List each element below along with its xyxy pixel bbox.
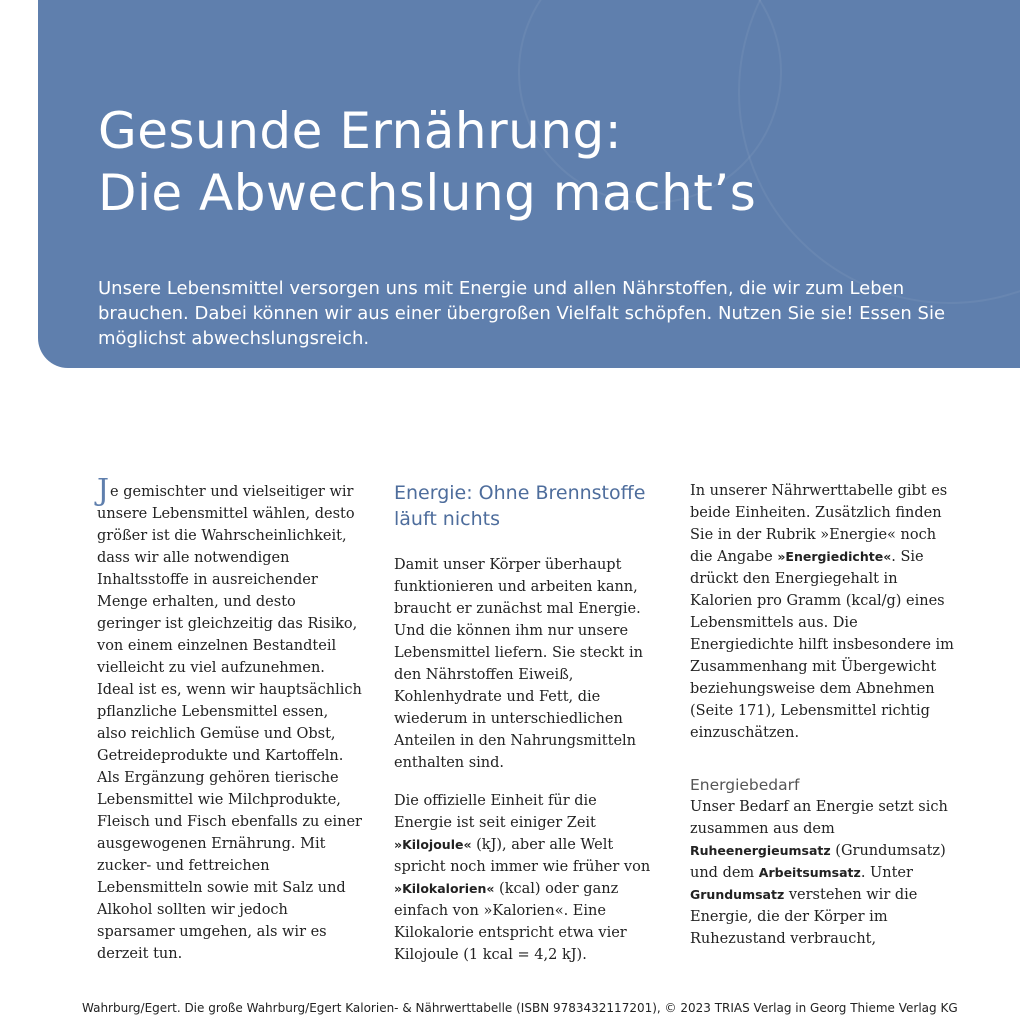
background-ornament xyxy=(738,0,1020,304)
page-title-line1: Gesunde Ernährung: xyxy=(98,102,623,160)
text-run: Die offizielle Einheit für die Energie ist seit einiger Zeit xyxy=(394,793,597,831)
lead-paragraph: Unsere Lebensmittel versorgen uns mit Energie und allen Nährstoffen, die wir zum Leben brauchen. Dabei können wir aus einer übergroßen Vielfalt schöpfen. Nutzen Sie sie! Essen Sie möglichst abwechslungsreich. xyxy=(98,278,946,349)
text-run: In unserer Nährwerttabelle gibt es beide Einheiten. Zusätzlich finden Sie in der Rubrik »Energie« noch die Angabe xyxy=(690,483,948,565)
column-2 xyxy=(394,480,659,982)
intro-paragraph xyxy=(97,473,362,965)
header-banner xyxy=(38,0,1020,368)
intro-text: e gemischter und vielseitiger wir unsere Lebensmittel wählen, desto größer ist die Wahrscheinlichkeit, dass wir alle notwendigen Inhaltsstoffe in ausreichender Menge erhalten, und desto geringer ist gleichzeitig das Risiko, von einem einzelnen Bestandteil vielleicht zu viel aufzunehmen. Ideal ist es, wenn wir hauptsächlich pflanzliche Lebensmittel essen, also reichlich Gemüse und Obst, Getreideprodukte und Kartoffeln. Als Ergänzung gehören tierische Lebensmittel wie Milchprodukte, Fleisch und Fisch ebenfalls zu einer ausgewogenen Ernährung. Mit zucker- und fettreichen Lebensmitteln sowie mit Salz und Alkohol sollten wir jedoch sparsamer umgehen, als wir es derzeit tun. xyxy=(97,484,362,962)
drop-cap: J xyxy=(97,473,110,508)
column-3 xyxy=(690,480,955,966)
keyword-kilokalorien: »Kilokalorien« xyxy=(394,881,495,896)
text-run: Unser Bedarf an Energie setzt sich zusammen aus dem xyxy=(690,799,948,837)
energiebedarf-paragraph xyxy=(690,796,955,950)
keyword-arbeitsumsatz: Arbeitsumsatz xyxy=(758,865,861,880)
keyword-energiedichte: »Energiedichte« xyxy=(777,549,892,564)
text-run: (kcal) oder ganz einfach von »Kalorien«. Eine Kilokalorie entspricht etwa vier Kilojoule (1 kcal = 4,2 kJ). xyxy=(394,881,627,963)
energiedichte-paragraph xyxy=(690,480,955,744)
keyword-ruheenergieumsatz: Ruheenergieumsatz xyxy=(690,843,831,858)
keyword-grundumsatz: Grundumsatz xyxy=(690,887,785,902)
keyword-kilojoule: »Kilojoule« xyxy=(394,837,472,852)
energie-paragraph-1: Damit unser Körper überhaupt funktionieren und arbeiten kann, braucht er zunächst mal Energie. Und die können ihm nur unsere Lebensmittel liefern. Sie steckt in den Nährstoffen Eiweiß, Kohlenhydrate und Fett, die wiederum in unterschiedlichen Anteilen in den Nahrungsmitteln enthalten sind. xyxy=(394,557,643,771)
text-run: . Unter xyxy=(860,865,913,881)
page-footer-citation: Wahrburg/Egert. Die große Wahrburg/Egert Kalorien- & Nährwerttabelle (ISBN 9783432117201), © 2023 TRIAS Verlag in Georg Thieme Verlag KG xyxy=(82,1001,958,1015)
text-run: (Grundumsatz) und dem xyxy=(690,843,946,881)
text-run: (kJ), aber alle Welt spricht noch immer wie früher von xyxy=(394,837,651,875)
page-title xyxy=(98,100,756,224)
text-run: . Sie drückt den Energiegehalt in Kalorien pro Gramm (kcal/g) eines Lebensmittels aus. Die Energiedichte hilft insbesondere im Zusammenhang mit Übergewicht beziehungsweise dem Abnehmen (Seite 171), Lebensmittel richtig einzuschätzen. xyxy=(690,549,954,741)
subheading-energiebedarf: Energiebedarf xyxy=(690,776,800,794)
column-1 xyxy=(97,473,362,981)
text-run: verstehen wir die Energie, die der Körper im Ruhezustand verbraucht, xyxy=(690,887,918,947)
page-title-line2: Die Abwechslung macht’s xyxy=(98,164,757,222)
section-heading-energie: Energie: Ohne Brennstoffe läuft nichts xyxy=(394,482,646,530)
energie-paragraph-2 xyxy=(394,790,659,966)
